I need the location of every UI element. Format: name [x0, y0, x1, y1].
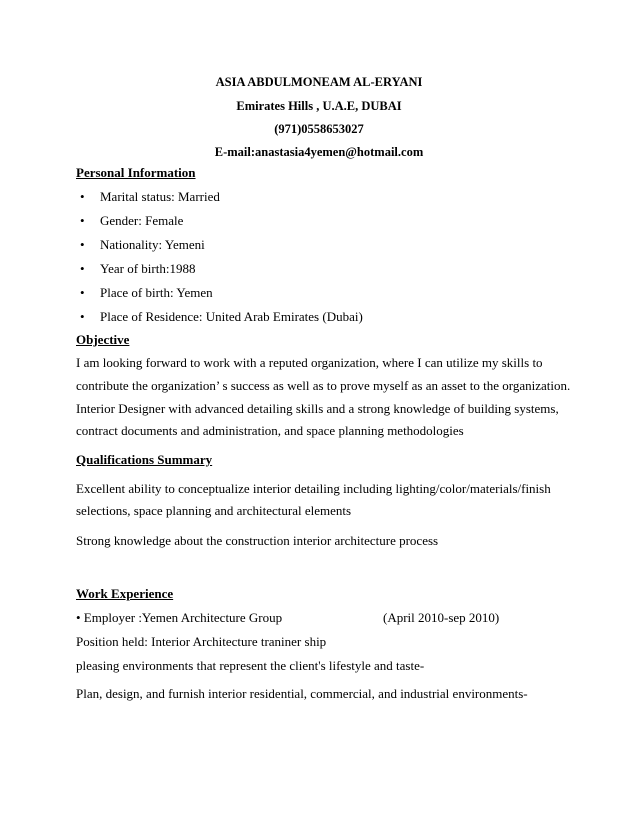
paragraph-line: Plan, design, and furnish interior residential, commercial, and industrial environments- — [76, 686, 528, 701]
paragraph-line: contract documents and administration, and space planning methodologies — [76, 423, 464, 438]
list-item-text: Year of birth:1988 — [100, 261, 196, 276]
list-item-text: Nationality: Yemeni — [100, 237, 205, 252]
bullet: • — [80, 285, 85, 300]
paragraph-line: pleasing environments that represent the client's lifestyle and taste- — [76, 658, 425, 673]
section-title-work: Work Experience — [76, 586, 174, 601]
list-item — [80, 261, 195, 277]
list-item-text: Marital status: Married — [100, 189, 220, 204]
resume-email: E-mail:anastasia4yemen@hotmail.com — [214, 145, 424, 159]
bullet: • — [80, 261, 85, 276]
paragraph-line: Excellent ability to conceptualize interior detailing including lighting/color/materials/finish — [76, 481, 551, 496]
list-item — [80, 213, 183, 229]
list-item-text: Place of Residence: United Arab Emirates (Dubai) — [100, 309, 363, 324]
bullet: • — [80, 213, 85, 228]
bullet: • — [80, 237, 85, 252]
list-item-text: Gender: Female — [100, 213, 184, 228]
work-dates: (April 2010-sep 2010) — [383, 610, 500, 625]
paragraph-line: selections, space planning and architectural elements — [76, 503, 352, 518]
section-title-objective: Objective — [76, 332, 130, 347]
section-title-personal: Personal Information — [76, 165, 196, 180]
paragraph-line: I am looking forward to work with a reputed organization, where I can utilize my skills to — [76, 355, 543, 370]
list-item — [80, 237, 205, 253]
resume-phone: (971)0558653027 — [274, 122, 364, 136]
resume-name: ASIA ABDULMONEAM AL-ERYANI — [215, 75, 423, 89]
work-employer: • Employer :Yemen Architecture Group — [76, 610, 283, 625]
bullet: • — [80, 189, 85, 204]
paragraph-line: Interior Designer with advanced detailing skills and a strong knowledge of building systems, — [76, 401, 559, 416]
list-item — [80, 189, 220, 205]
list-item — [80, 309, 363, 325]
section-title-qualifications: Qualifications Summary — [76, 452, 213, 467]
paragraph-line: Position held: Interior Architecture traniner ship — [76, 634, 327, 649]
paragraph-line: Strong knowledge about the construction interior architecture process — [76, 533, 439, 548]
bullet: • — [80, 309, 85, 324]
paragraph-line: contribute the organization’ s success as well as to prove myself as an asset to the organization. — [76, 378, 571, 393]
resume-address: Emirates Hills , U.A.E, DUBAI — [236, 99, 402, 113]
list-item — [80, 285, 213, 301]
list-item-text: Place of birth: Yemen — [100, 285, 213, 300]
